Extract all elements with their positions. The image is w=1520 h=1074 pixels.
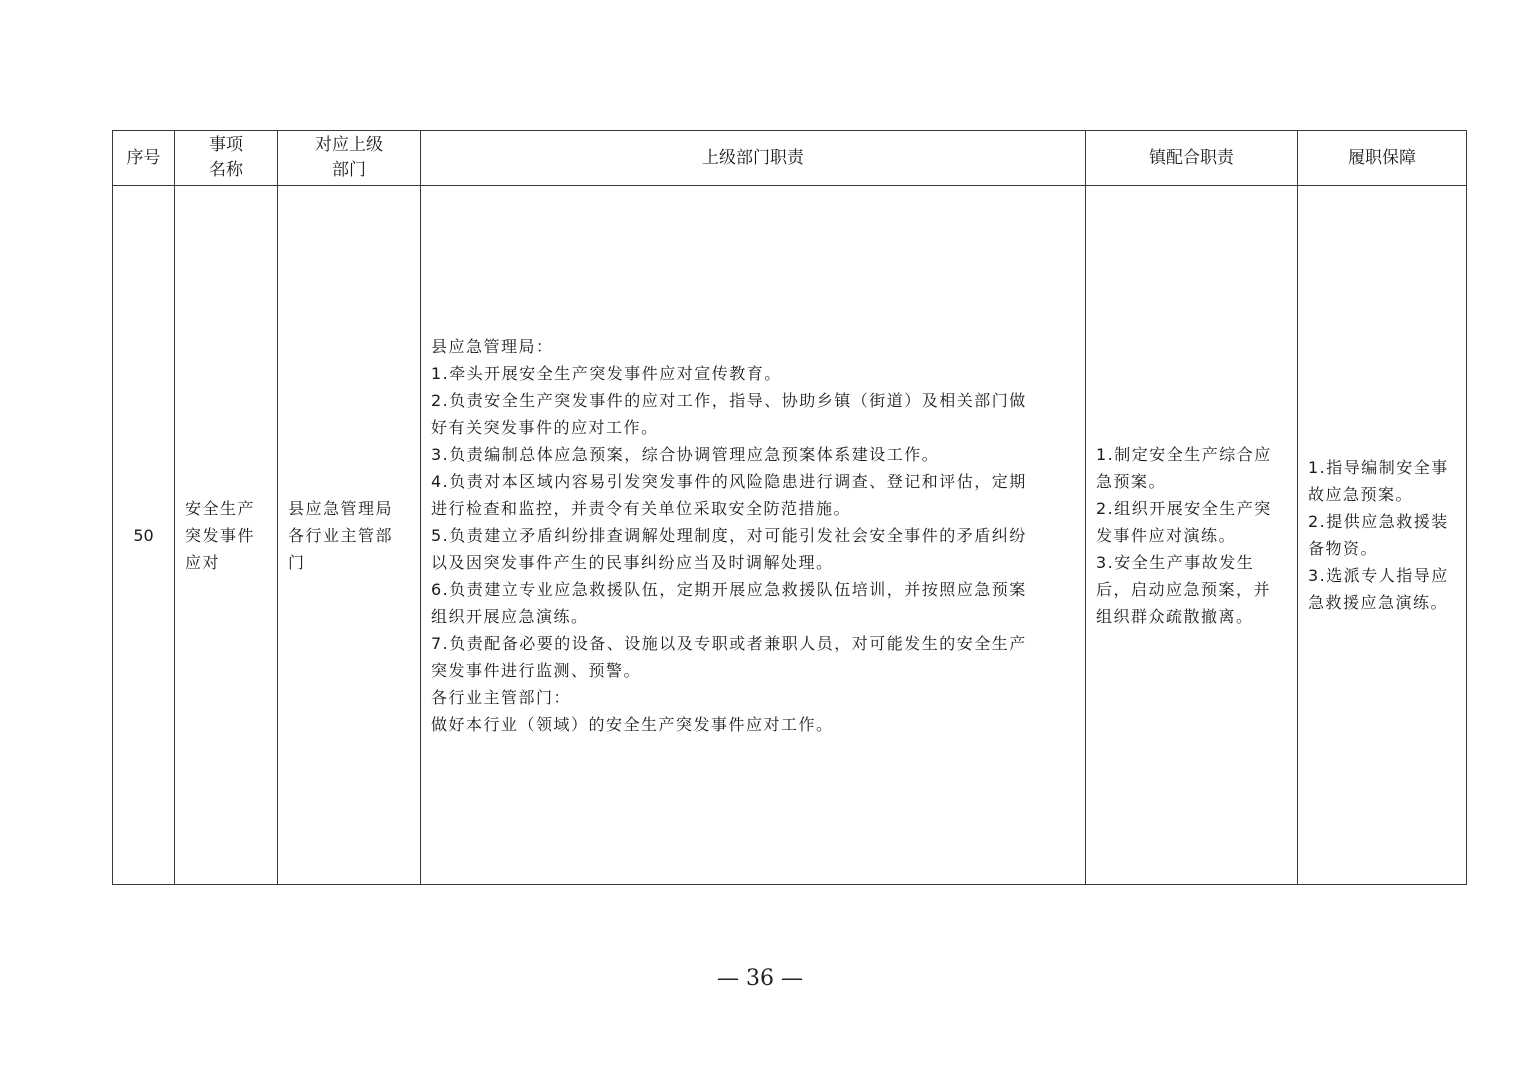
page-number: — 36 —: [717, 966, 803, 991]
header-superior-dept-line: 对应上级: [315, 135, 383, 155]
town-duty-line: 发事件应对演练。: [1096, 525, 1237, 545]
superior-duty-line: 好有关突发事件的应对工作。: [431, 417, 659, 437]
guarantee-line: 1.指导编制安全事: [1308, 458, 1449, 477]
town-duty-line: 急预案。: [1096, 471, 1167, 491]
header-guarantee: 履职保障: [1298, 131, 1467, 186]
superior-duty-line: 1.牵头开展安全生产突发事件应对宣传教育。: [431, 363, 782, 383]
guarantee-line: 备物资。: [1308, 539, 1379, 558]
superior-dept-line: 县应急管理局: [288, 498, 394, 518]
duty-table: [112, 130, 1467, 885]
superior-duty-line: 3.负责编制总体应急预案，综合协调管理应急预案体系建设工作。: [431, 444, 940, 464]
row-item-name: [175, 186, 278, 885]
town-duty-line: 后，启动应急预案，并: [1096, 579, 1272, 599]
superior-duty-line: 4.负责对本区域内容易引发突发事件的风险隐患进行调查、登记和评估，定期: [431, 471, 1027, 491]
header-superior-dept-line: 部门: [332, 160, 366, 180]
header-serial-no: 序号: [113, 131, 175, 186]
superior-duty-line: 6.负责建立专业应急救援队伍，定期开展应急救援队伍培训，并按照应急预案: [431, 579, 1027, 599]
row-town-duties: [1086, 186, 1298, 885]
superior-duty-line: 2.负责安全生产突发事件的应对工作，指导、协助乡镇（街道）及相关部门做: [431, 390, 1027, 410]
header-town-duties: 镇配合职责: [1086, 131, 1298, 186]
item-name-line: 应对: [185, 552, 221, 572]
item-name-line: 安全生产: [185, 498, 256, 518]
table-row: [113, 186, 1467, 885]
superior-dept-line: 各行业主管部: [288, 525, 394, 545]
town-duty-line: 组织群众疏散撤离。: [1096, 606, 1254, 626]
superior-duty-line: 组织开展应急演练。: [431, 606, 589, 626]
superior-dept-line: 门: [288, 552, 306, 572]
row-superior-duties: [421, 186, 1086, 885]
superior-duty-line: 县应急管理局：: [431, 336, 554, 356]
superior-duty-line: 进行检查和监控，并责令有关单位采取安全防范措施。: [431, 498, 852, 518]
header-superior-duties: 上级部门职责: [421, 131, 1086, 186]
row-guarantee: [1298, 186, 1467, 885]
guarantee-line: 3.选派专人指导应: [1308, 566, 1449, 585]
guarantee-line: 2.提供应急救援装: [1308, 512, 1449, 531]
town-duty-line: 1.制定安全生产综合应: [1096, 444, 1272, 464]
header-superior-dept: [278, 131, 421, 186]
superior-duty-line: 各行业主管部门：: [431, 687, 572, 707]
superior-duty-line: 以及因突发事件产生的民事纠纷应当及时调解处理。: [431, 552, 834, 572]
town-duty-line: 3.安全生产事故发生: [1096, 552, 1255, 572]
guarantee-line: 急救援应急演练。: [1308, 593, 1449, 612]
header-row: [113, 131, 1467, 186]
guarantee-line: 故应急预案。: [1308, 485, 1414, 504]
superior-duty-line: 5.负责建立矛盾纠纷排查调解处理制度，对可能引发社会安全事件的矛盾纠纷: [431, 525, 1027, 545]
superior-duty-line: 做好本行业（领域）的安全生产突发事件应对工作。: [431, 714, 834, 734]
row-serial-no: 50: [113, 186, 175, 885]
superior-duty-line: 7.负责配备必要的设备、设施以及专职或者兼职人员，对可能发生的安全生产: [431, 633, 1027, 653]
header-item-name-line: 名称: [209, 160, 243, 180]
superior-duty-line: 突发事件进行监测、预警。: [431, 660, 642, 680]
row-superior-dept: [278, 186, 421, 885]
item-name-line: 突发事件: [185, 525, 256, 545]
header-item-name: [175, 131, 278, 186]
town-duty-line: 2.组织开展安全生产突: [1096, 498, 1272, 518]
header-item-name-line: 事项: [209, 135, 243, 155]
